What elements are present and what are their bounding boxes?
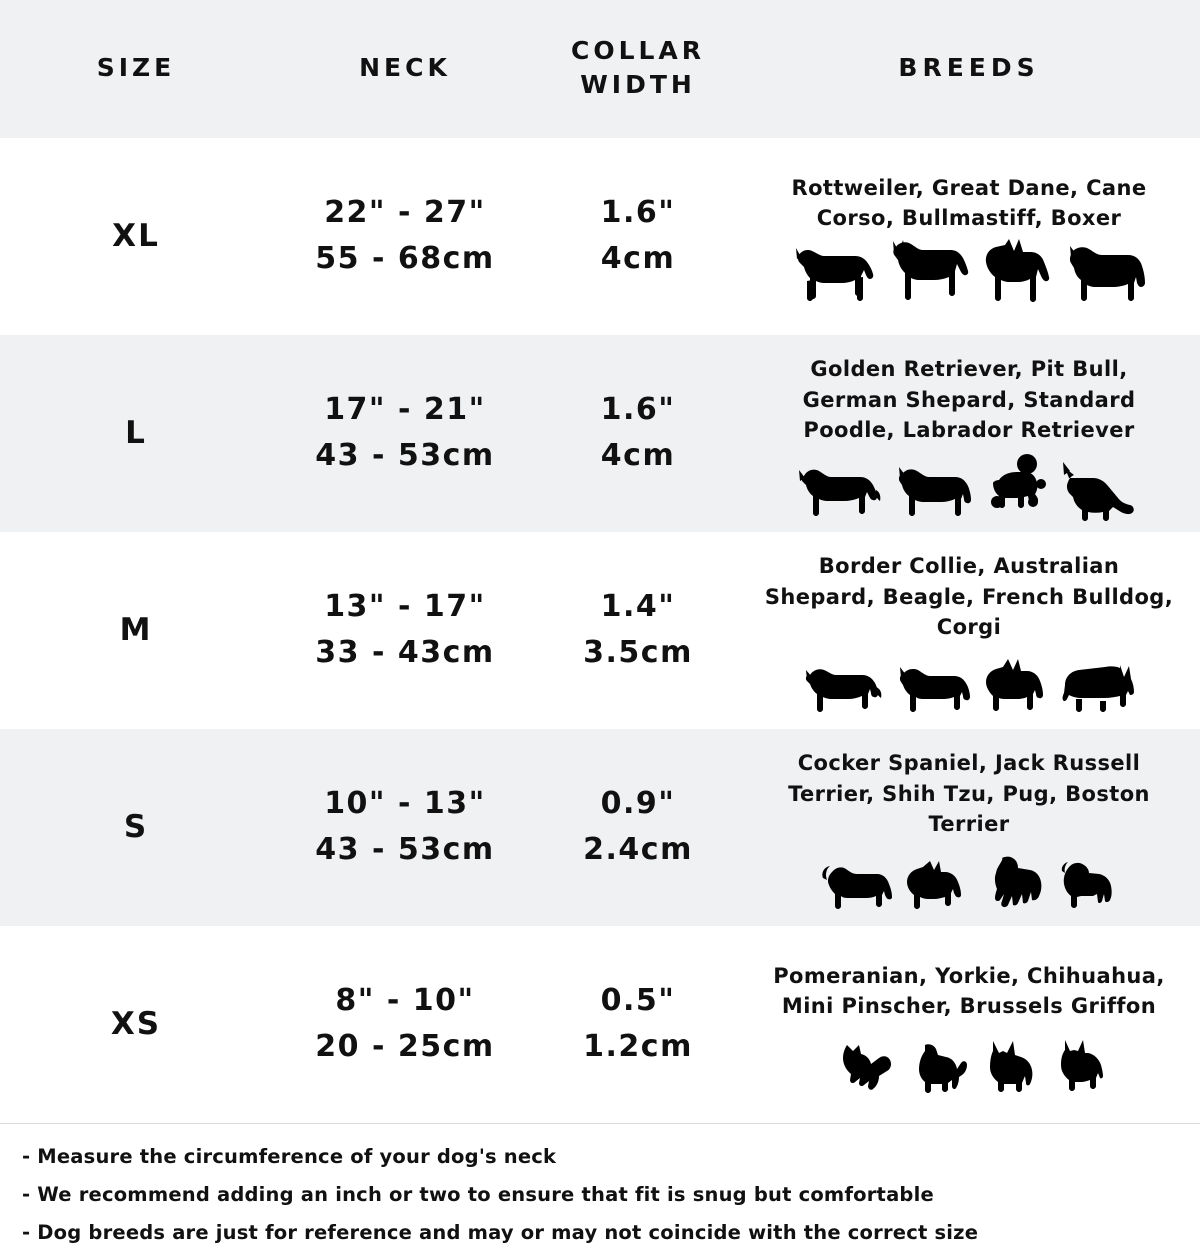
- breed-list: Golden Retriever, Pit Bull, German Shepard, Standard Poodle, Labrador Retriever: [802, 357, 1136, 443]
- neck-inches: 10" - 13": [324, 786, 486, 822]
- dog-silhouette-corgi-icon: [1062, 663, 1136, 711]
- column-header-collar-width: [538, 0, 738, 138]
- cell-size: [0, 926, 272, 1123]
- cell-breeds: [738, 926, 1200, 1123]
- breed-silhouettes: [762, 846, 1176, 908]
- neck-centimeters: 43 - 53cm: [315, 832, 495, 867]
- cell-neck: [272, 532, 538, 729]
- cell-breeds: [738, 729, 1200, 926]
- cell-size: [0, 532, 272, 729]
- cell-neck: [272, 335, 538, 532]
- dog-silhouette-golden-retriever-icon: [797, 462, 881, 514]
- dog-silhouette-mini-pinscher-icon: [1051, 1039, 1105, 1089]
- dog-silhouette-great-dane-icon: [891, 239, 971, 301]
- breed-list: Cocker Spaniel, Jack Russell Terrier, Shih Tzu, Pug, Boston Terrier: [788, 751, 1150, 837]
- cell-collar-width: [538, 729, 738, 926]
- cell-neck: [272, 926, 538, 1123]
- cell-neck: [272, 138, 538, 335]
- column-header-breeds: BREEDS: [738, 0, 1200, 138]
- breed-silhouettes: [762, 452, 1176, 514]
- cell-size: [0, 138, 272, 335]
- cell-size: [0, 729, 272, 926]
- cell-collar-width: [538, 335, 738, 532]
- table-row: [0, 729, 1200, 926]
- breed-silhouettes: [762, 1027, 1176, 1089]
- cell-neck: [272, 729, 538, 926]
- size-label: L: [125, 415, 147, 451]
- neck-centimeters: 55 - 68cm: [315, 241, 495, 276]
- collar-width-centimeters: 2.4cm: [583, 832, 693, 867]
- neck-inches: 22" - 27": [324, 195, 486, 231]
- note-item: - Measure the circumference of your dog's neck: [22, 1144, 557, 1168]
- neck-centimeters: 20 - 25cm: [315, 1029, 495, 1064]
- notes-section: [0, 1123, 1200, 1252]
- table-header: [0, 0, 1200, 138]
- column-header-neck: NECK: [272, 0, 538, 138]
- size-label: S: [123, 809, 149, 845]
- dog-silhouette-pomeranian-icon: [833, 1041, 895, 1089]
- cell-size: [0, 335, 272, 532]
- table-row: [0, 335, 1200, 532]
- neck-centimeters: 43 - 53cm: [315, 438, 495, 473]
- size-label: XL: [112, 218, 160, 254]
- column-header-size: SIZE: [0, 0, 272, 138]
- collar-width-inches: 0.9": [600, 786, 676, 822]
- dog-silhouette-bullmastiff-icon: [1065, 243, 1145, 301]
- breed-list: Rottweiler, Great Dane, Cane Corso, Bullmastiff, Boxer: [791, 175, 1147, 230]
- collar-width-inches: 1.6": [600, 195, 676, 231]
- dog-silhouette-doberman-icon: [985, 239, 1051, 301]
- table-body: [0, 138, 1200, 1123]
- cell-breeds: [738, 138, 1200, 335]
- dog-silhouette-rottweiler-icon: [793, 243, 877, 301]
- neck-centimeters: 33 - 43cm: [315, 635, 495, 670]
- table-row: [0, 926, 1200, 1123]
- dog-silhouette-border-collie-icon: [802, 661, 882, 711]
- cell-collar-width: [538, 532, 738, 729]
- dog-silhouette-poodle-icon: [985, 454, 1045, 514]
- dog-silhouette-chihuahua-icon: [981, 1039, 1037, 1089]
- breed-silhouettes: [762, 239, 1176, 301]
- dog-silhouette-beagle-icon: [986, 659, 1048, 711]
- collar-width-inches: 1.6": [600, 392, 676, 428]
- collar-width-centimeters: 4cm: [600, 438, 676, 473]
- cell-breeds: [738, 532, 1200, 729]
- collar-width-centimeters: 3.5cm: [583, 635, 693, 670]
- collar-width-line-2: WIDTH: [580, 69, 696, 99]
- collar-width-centimeters: 1.2cm: [583, 1029, 693, 1064]
- dog-silhouette-pug-icon: [1058, 860, 1116, 908]
- cell-collar-width: [538, 926, 738, 1123]
- size-label: XS: [110, 1006, 162, 1042]
- size-label: M: [119, 612, 153, 648]
- dog-silhouette-jack-russell-icon: [906, 860, 972, 908]
- cell-breeds: [738, 335, 1200, 532]
- note-item: - Dog breeds are just for reference and may or may not coincide with the correct size: [22, 1220, 979, 1244]
- header-row: [0, 0, 1200, 138]
- neck-inches: 8" - 10": [335, 983, 475, 1019]
- dog-silhouette-german-shepherd-icon: [1059, 460, 1141, 514]
- breed-silhouettes: [762, 649, 1176, 711]
- dog-silhouette-cocker-spaniel-icon: [822, 860, 892, 908]
- table-row: [0, 138, 1200, 335]
- dog-silhouette-australian-shepherd-icon: [896, 661, 972, 711]
- breed-list: Pomeranian, Yorkie, Chihuahua, Mini Pinscher, Brussels Griffon: [773, 963, 1165, 1018]
- table-row: [0, 532, 1200, 729]
- collar-width-inches: 0.5": [600, 983, 676, 1019]
- collar-width-inches: 1.4": [600, 589, 676, 625]
- neck-inches: 13" - 17": [324, 589, 486, 625]
- neck-inches: 17" - 21": [324, 392, 486, 428]
- dog-silhouette-shih-tzu-icon: [986, 856, 1044, 908]
- note-item: - We recommend adding an inch or two to ensure that fit is snug but comfortable: [22, 1182, 934, 1206]
- collar-width-line-1: COLLAR: [570, 36, 706, 65]
- collar-width-centimeters: 4cm: [600, 241, 676, 276]
- cell-collar-width: [538, 138, 738, 335]
- dog-silhouette-pit-bull-icon: [895, 462, 971, 514]
- dog-silhouette-yorkie-icon: [909, 1043, 967, 1089]
- breed-list: Border Collie, Australian Shepard, Beagle, French Bulldog, Corgi: [764, 554, 1174, 640]
